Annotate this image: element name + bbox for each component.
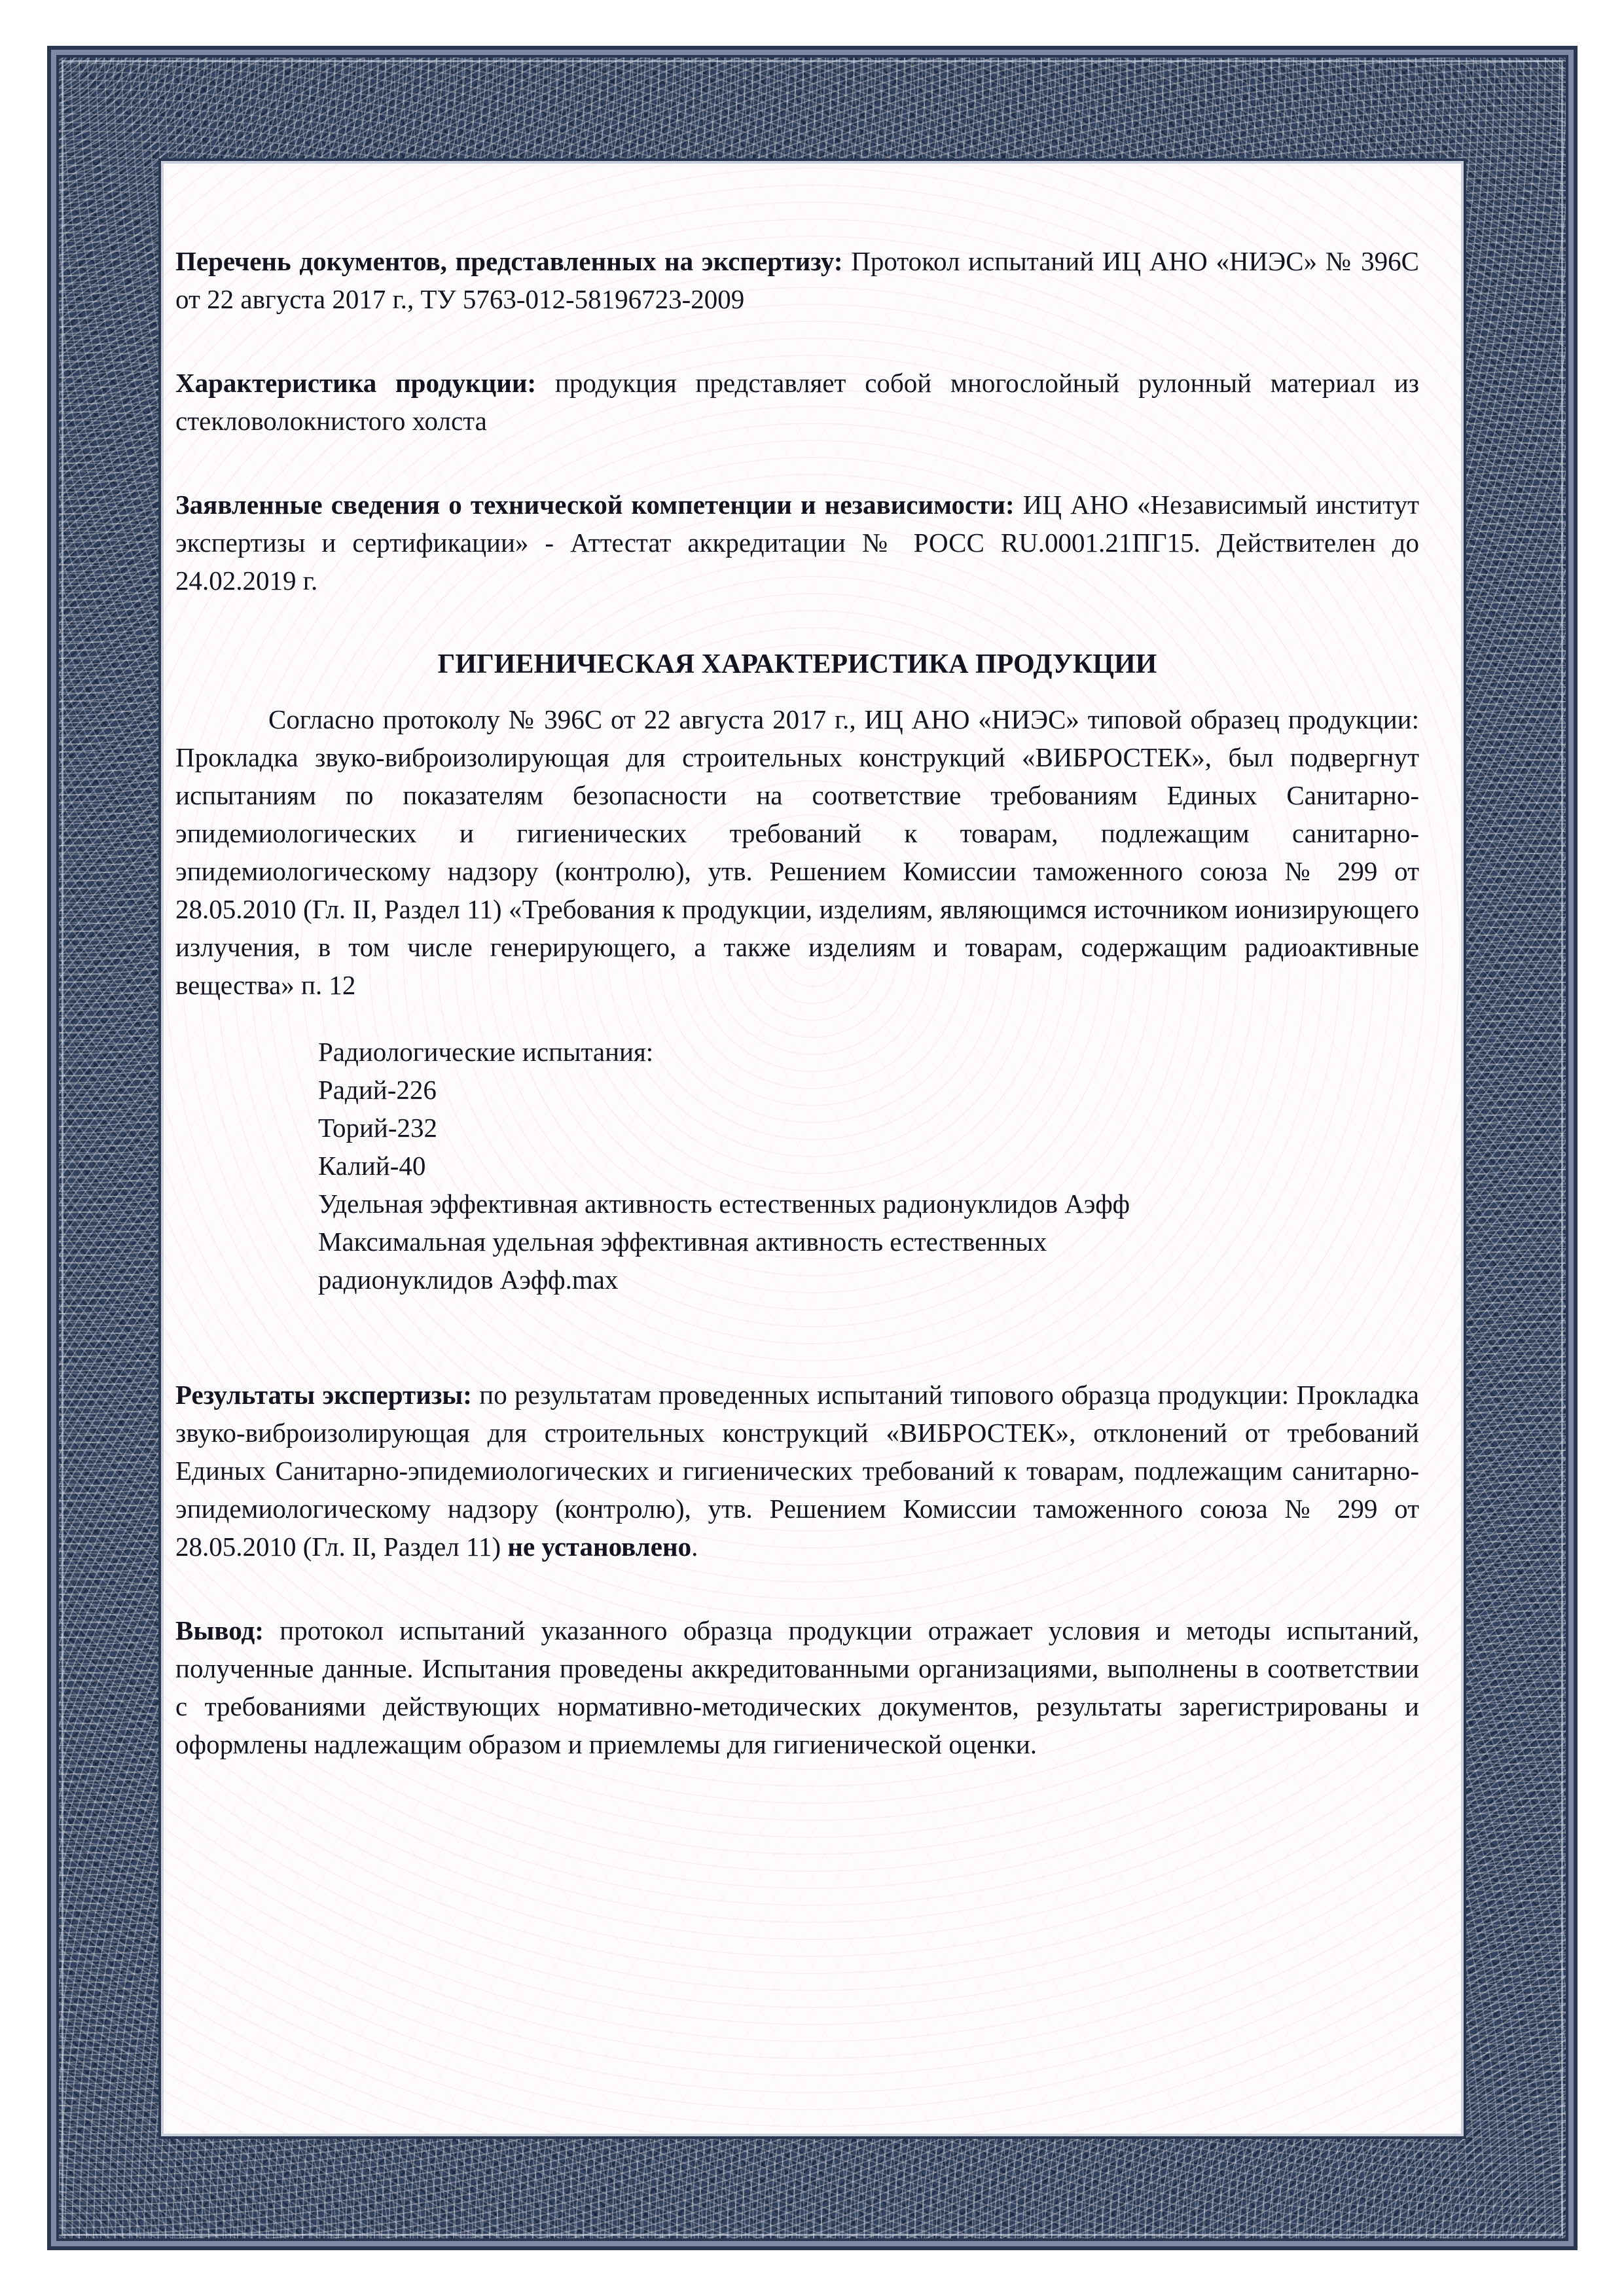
list-item: Радиологические испытания: [318, 1037, 654, 1067]
documents-label: Перечень документов, представленных на экспертизу: [175, 246, 843, 276]
competence-text: ИЦ АНО «Независимый институт экспертизы и сертификации» - Аттестат аккредитации № РОСС RU.0001.21ПГ15. Действителен до 24.02.2019 г. [175, 490, 1419, 596]
competence-label: Заявленные сведения о технической компетенции и независимости: [175, 490, 1015, 520]
tests-list [318, 1033, 1419, 1299]
documents-text: Протокол испытаний ИЦ АНО «НИЭС» № 396С от 22 августа 2017 г., ТУ 5763-012-58196723-2009 [175, 246, 1419, 314]
results-label: Результаты экспертизы: [175, 1380, 472, 1410]
documents-paragraph [175, 242, 1419, 318]
conclusion-text: протокол испытаний указанного образца продукции отражает условия и методы испытаний, полученные данные. Испытания проведены аккредитованными организациями, выполнены в соответствии с требованиями действующих нормативно-методических документов, результаты зарегистрированы и оформлены надлежащим образом и приемлемы для гигиенической оценки. [175, 1615, 1419, 1759]
results-emphasis: не установлено [507, 1532, 692, 1562]
results-end: . [691, 1532, 698, 1562]
list-item: радионуклидов Аэфф.max [318, 1265, 619, 1295]
results-paragraph [175, 1376, 1419, 1566]
list-item: Удельная эффективная активность естественных радионуклидов Аэфф [318, 1189, 1130, 1219]
list-item: Радий-226 [318, 1075, 437, 1105]
list-item: Торий-232 [318, 1113, 437, 1143]
conclusion-label: Вывод: [175, 1615, 264, 1645]
hygiene-paragraph: Согласно протоколу № 396С от 22 августа 2017 г., ИЦ АНО «НИЭС» типовой образец продукции: Прокладка звуко-виброизолирующая для строительных конструкций «ВИБРОСТЕК», был подвергнут испытаниям по показателям безопасности на соответствие требованиям Единых Санитарно-эпидемиологических и гигиенических требований к товарам, подлежащим санитарно-эпидемиологическому надзору (контролю), утв. Решением Комиссии таможенного союза № 299 от 28.05.2010 (Гл. II, Раздел 11) «Требования к продукции, изделиям, являющимся источником ионизирующего излучения, в том числе генерирующего, а также изделиям и товарам, содержащим радиоактивные вещества» п. 12 [175, 704, 1419, 1000]
hygiene-title: ГИГИЕНИЧЕСКАЯ ХАРАКТЕРИСТИКА ПРОДУКЦИИ [437, 649, 1157, 679]
product-label: Характеристика продукции: [175, 368, 537, 398]
document-body [175, 242, 1419, 1763]
product-text: продукция представляет собой многослойный рулонный материал из стекловолокнистого холста [175, 368, 1420, 436]
list-item: Максимальная удельная эффективная активность естественных [318, 1227, 1047, 1257]
list-item: Калий-40 [318, 1151, 426, 1181]
conclusion-paragraph [175, 1611, 1419, 1763]
competence-paragraph [175, 486, 1419, 600]
results-text: по результатам проведенных испытаний типового образца продукции: Прокладка звуко-виброизолирующая для строительных конструкций «ВИБРОСТЕК», отклонений от требований Единых Санитарно-эпидемиологических и гигиенических требований к товарам, подлежащим санитарно-эпидемиологическому надзору (контролю), утв. Решением Комиссии таможенного союза № 299 от 28.05.2010 (Гл. II, Раздел 11) [175, 1380, 1419, 1562]
product-paragraph [175, 364, 1419, 440]
